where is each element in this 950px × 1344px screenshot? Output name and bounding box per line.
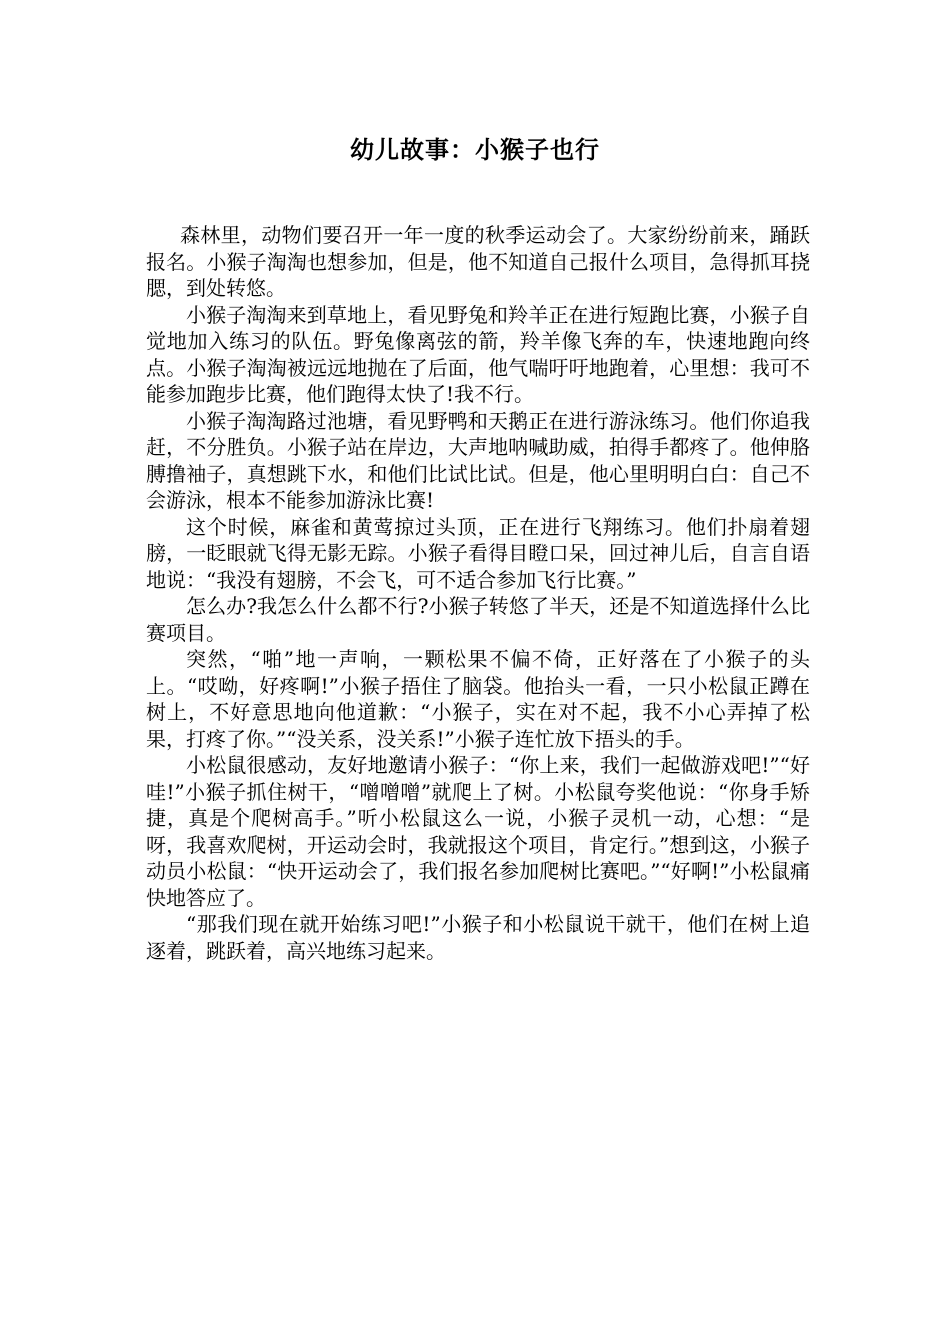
document-body xyxy=(146,222,810,964)
paragraph: 小猴子淘淘路过池塘，看见野鸭和天鹅正在进行游泳练习。他们你追我赶，不分胜负。小猴子站在岸边，大声地呐喊助威，拍得手都疼了。他伸胳膊撸袖子，真想跳下水，和他们比试比试。但是，他心里明明白白：自己不会游泳，根本不能参加游泳比赛! xyxy=(146,408,810,512)
paragraph: “那我们现在就开始练习吧!”小猴子和小松鼠说干就干，他们在树上追逐着，跳跃着，高兴地练习起来。 xyxy=(146,912,810,963)
paragraph: 突然，“啪”地一声响，一颗松果不偏不倚，正好落在了小猴子的头上。“哎呦，好疼啊!”小猴子捂住了脑袋。他抬头一看，一只小松鼠正蹲在树上，不好意思地向他道歉：“小猴子，实在对不起，我不小心弄掉了松果，打疼了你。”“没关系，没关系!”小猴子连忙放下捂头的手。 xyxy=(146,647,810,751)
document-title: 幼儿故事：小猴子也行 xyxy=(350,135,600,164)
paragraph: 小猴子淘淘来到草地上，看见野兔和羚羊正在进行短跑比赛，小猴子自觉地加入练习的队伍。野兔像离弦的箭，羚羊像飞奔的车，快速地跑向终点。小猴子淘淘被远远地抛在了后面，他气喘吁吁地跑着，心里想：我可不能参加跑步比赛，他们跑得太快了!我不行。 xyxy=(146,302,810,406)
paragraph: 小松鼠很感动，友好地邀请小猴子：“你上来，我们一起做游戏吧!”“好哇!”小猴子抓住树干，“噌噌噌”就爬上了树。小松鼠夸奖他说：“你身手矫捷，真是个爬树高手。”听小松鼠这么一说，小猴子灵机一动，心想：“是呀，我喜欢爬树，开运动会时，我就报这个项目，肯定行。”想到这，小猴子动员小松鼠：“快开运动会了，我们报名参加爬树比赛吧。”“好啊!”小松鼠痛快地答应了。 xyxy=(146,753,810,910)
paragraph: 森林里，动物们要召开一年一度的秋季运动会了。大家纷纷前来，踊跃报名。小猴子淘淘也想参加，但是，他不知道自己报什么项目，急得抓耳挠腮，到处转悠。 xyxy=(146,223,810,300)
paragraph: 怎么办?我怎么什么都不行?小猴子转悠了半天，还是不知道选择什么比赛项目。 xyxy=(146,594,810,645)
paragraph: 这个时候，麻雀和黄莺掠过头顶，正在进行飞翔练习。他们扑扇着翅膀，一眨眼就飞得无影无踪。小猴子看得目瞪口呆，回过神儿后，自言自语地说：“我没有翅膀，不会飞，可不适合参加飞行比赛。” xyxy=(146,514,810,592)
